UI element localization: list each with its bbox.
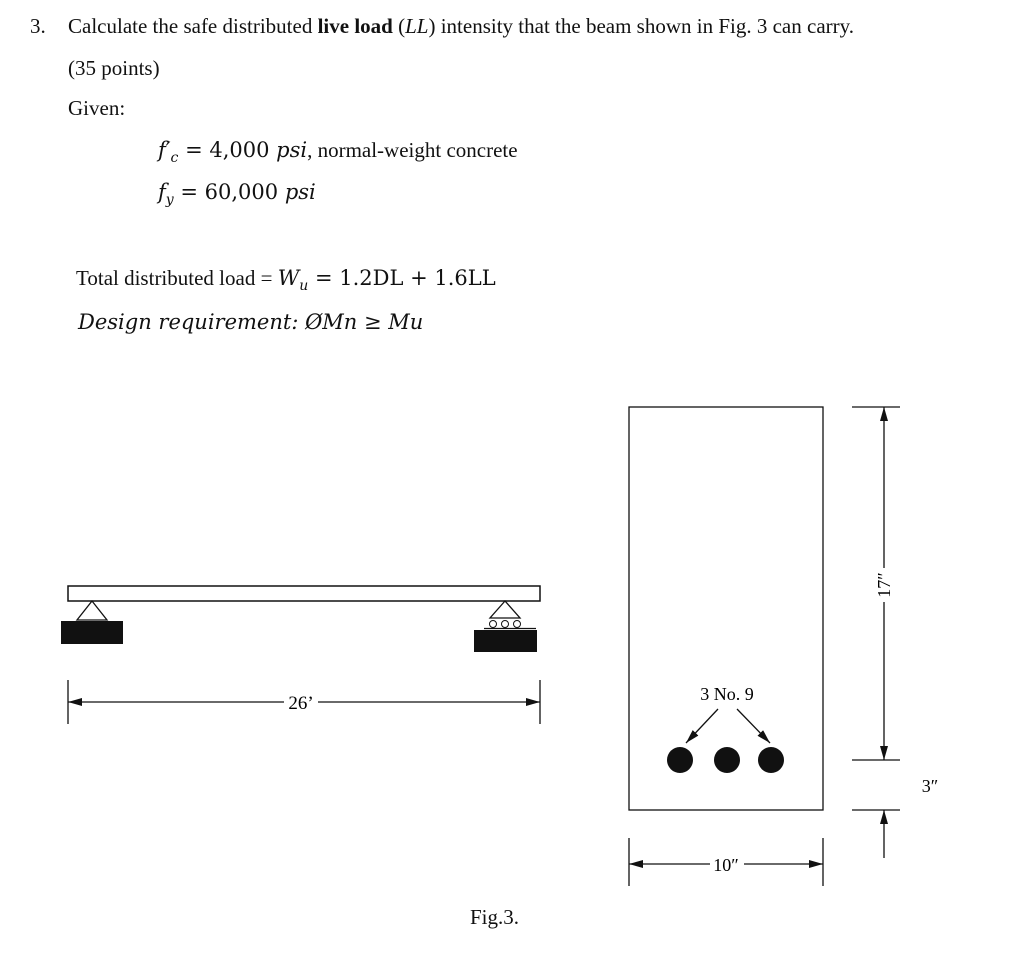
fc-suffix: , normal-weight concrete: [307, 138, 518, 162]
load-label: Total distributed load =: [76, 266, 278, 290]
rebar: [667, 747, 693, 773]
live-load-abbrev: LL: [405, 14, 429, 38]
pin-support: [61, 601, 123, 644]
problem-statement: Calculate the safe distributed live load (LL) intensity that the beam shown in Fig. 3 can carry.: [68, 14, 855, 38]
problem-number: 3.: [30, 14, 46, 38]
depth-label: 17″: [874, 572, 894, 598]
fy-unit: psi: [284, 180, 316, 204]
rebar: [758, 747, 784, 773]
fy-symbol: $f_y$: [158, 180, 174, 208]
rebar: [714, 747, 740, 773]
requirement-rhs: ØMn ≥ Mu: [305, 310, 424, 334]
beam: [68, 586, 540, 601]
roller-support: [474, 601, 537, 652]
live-load-term: live load: [317, 14, 393, 38]
fc-unit: psi: [276, 138, 308, 162]
wu-symbol: $W_u$: [277, 266, 309, 294]
width-label: 10″: [713, 855, 739, 875]
requirement-label: Design requirement:: [78, 310, 306, 334]
rebar-label: 3 No. 9: [700, 684, 754, 704]
beam-elevation: [61, 586, 540, 724]
points-label: (35 points): [68, 56, 160, 80]
span-label: 26’: [288, 693, 314, 714]
fc-symbol: $f'_c$: [158, 138, 179, 166]
given-label: Given:: [68, 96, 126, 120]
problem-tail: intensity that the beam shown in Fig. 3 can carry.: [435, 14, 855, 38]
fy-value: = 60,000: [173, 180, 285, 204]
figure-caption: Fig.3.: [470, 905, 520, 929]
depth-dimension: [852, 407, 900, 760]
cover-dimension: [852, 776, 938, 858]
load-rhs: = 1.2DL + 1.6LL: [308, 266, 496, 290]
fc-value: = 4,000: [178, 138, 277, 162]
cover-label: 3″: [921, 776, 939, 796]
problem-intro: Calculate the safe distributed: [68, 14, 318, 38]
span-dimension: [68, 680, 540, 724]
width-dimension: [629, 838, 823, 886]
beam-cross-section: [629, 407, 938, 886]
